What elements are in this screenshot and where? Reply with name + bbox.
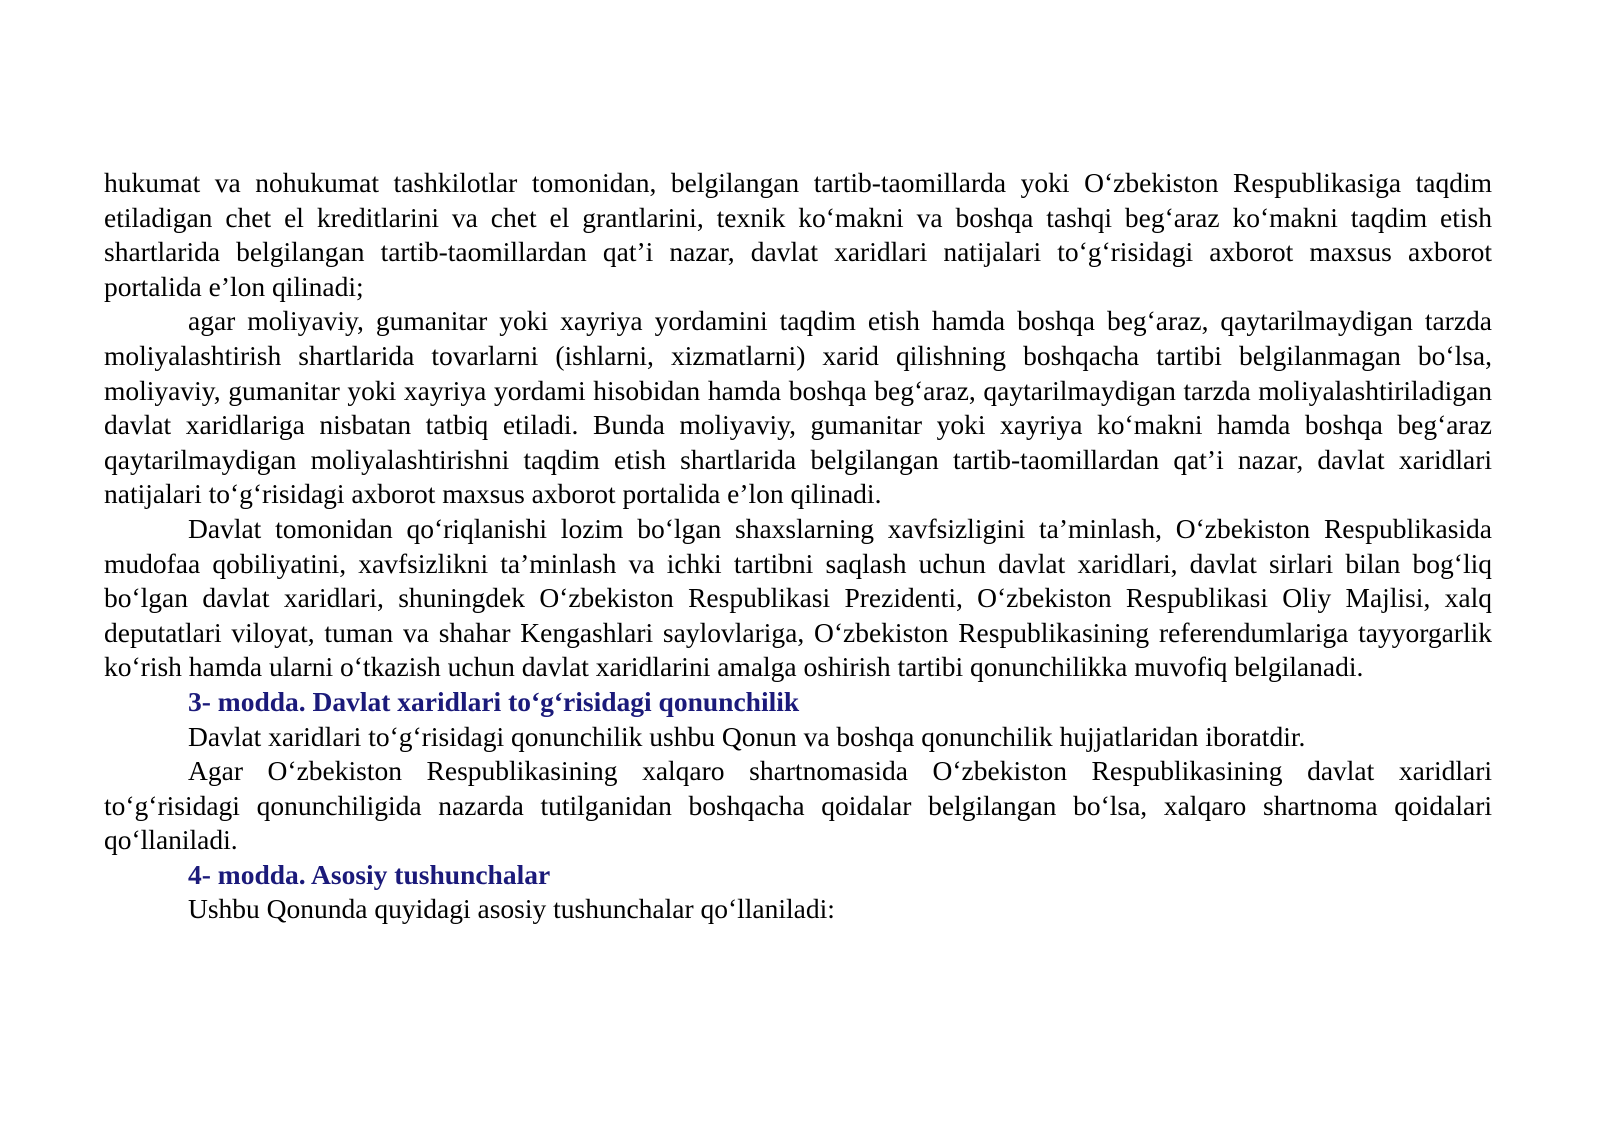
paragraph-legislation-composition: Davlat xaridlari to‘g‘risidagi qonunchilik ushbu Qonun va boshqa qonunchilik hujjatlaridan iboratdir.	[188, 720, 1306, 752]
paragraph-basic-concepts-intro: Ushbu Qonunda quyidagi asosiy tushunchalar qo‘llaniladi:	[188, 893, 835, 925]
document-page	[104, 166, 1492, 927]
paragraph-humanitarian-aid: agar moliyaviy, gumanitar yoki xayriya yordamini taqdim etish hamda boshqa beg‘araz, qaytarilmaydigan tarzda moliyalashtirish shartlarida tovarlarni (ishlarni, xizmatlarni) xarid qilishning boshqacha tartibi belgilanmagan bo‘lsa, moliyaviy, gumanitar yoki xayriya yordami hisobidan hamda boshqa beg‘araz, qaytarilmaydigan tarzda moliyalashtiriladigan davlat xaridlariga nisbatan tatbiq etiladi. Bunda moliyaviy, gumanitar yoki xayriya ko‘makni hamda boshqa beg‘araz qaytarilmaydigan moliyalashtirishni taqdim etish shartlarida belgilangan tartib-taomillardan qat’i nazar, davlat xaridlari natijalari to‘g‘risidagi axborot maxsus axborot portalida e’lon qilinadi.	[104, 305, 1492, 510]
article-3-heading: 3- modda. Davlat xaridlari to‘g‘risidagi qonunchilik	[188, 685, 800, 717]
paragraph-security-procurement: Davlat tomonidan qo‘riqlanishi lozim bo‘lgan shaxslarning xavfsizligini ta’minlash, O‘zbekiston Respublikasida mudofaa qobiliyatini, xavfsizlikni ta’minlash va ichki tartibni saqlash uchun davlat xaridlari, davlat sirlari bilan bog‘liq bo‘lgan davlat xaridlari, shuningdek O‘zbekiston Respublikasi Prezidenti, O‘zbekiston Respublikasi Oliy Majlisi, xalq deputatlari viloyat, tuman va shahar Kengashlari saylovlariga, O‘zbekiston Respublikasining referendumlariga tayyorgarlik ko‘rish hamda ularni o‘tkazish uchun davlat xaridlarini amalga oshirish tartibi qonunchilikka muvofiq belgilanadi.	[104, 512, 1492, 683]
paragraph-international-treaty: Agar O‘zbekiston Respublikasining xalqaro shartnomasida O‘zbekiston Respublikasining davlat xaridlari to‘g‘risidagi qonunchiligida nazarda tutilganidan boshqacha qoidalar belgilangan bo‘lsa, xalqaro shartnoma qoidalari qo‘llaniladi.	[104, 755, 1492, 856]
article-4-heading: 4- modda. Asosiy tushunchalar	[188, 858, 551, 890]
paragraph-foreign-grants: hukumat va nohukumat tashkilotlar tomonidan, belgilangan tartib-taomillarda yoki O‘zbekiston Respublikasiga taqdim etiladigan chet el kreditlarini va chet el grantlarini, texnik ko‘makni va boshqa tashqi beg‘araz ko‘makni taqdim etish shartlarida belgilangan tartib-taomillardan qat’i nazar, davlat xaridlari natijalari to‘g‘risidagi axborot maxsus axborot portalida e’lon qilinadi;	[104, 167, 1492, 302]
